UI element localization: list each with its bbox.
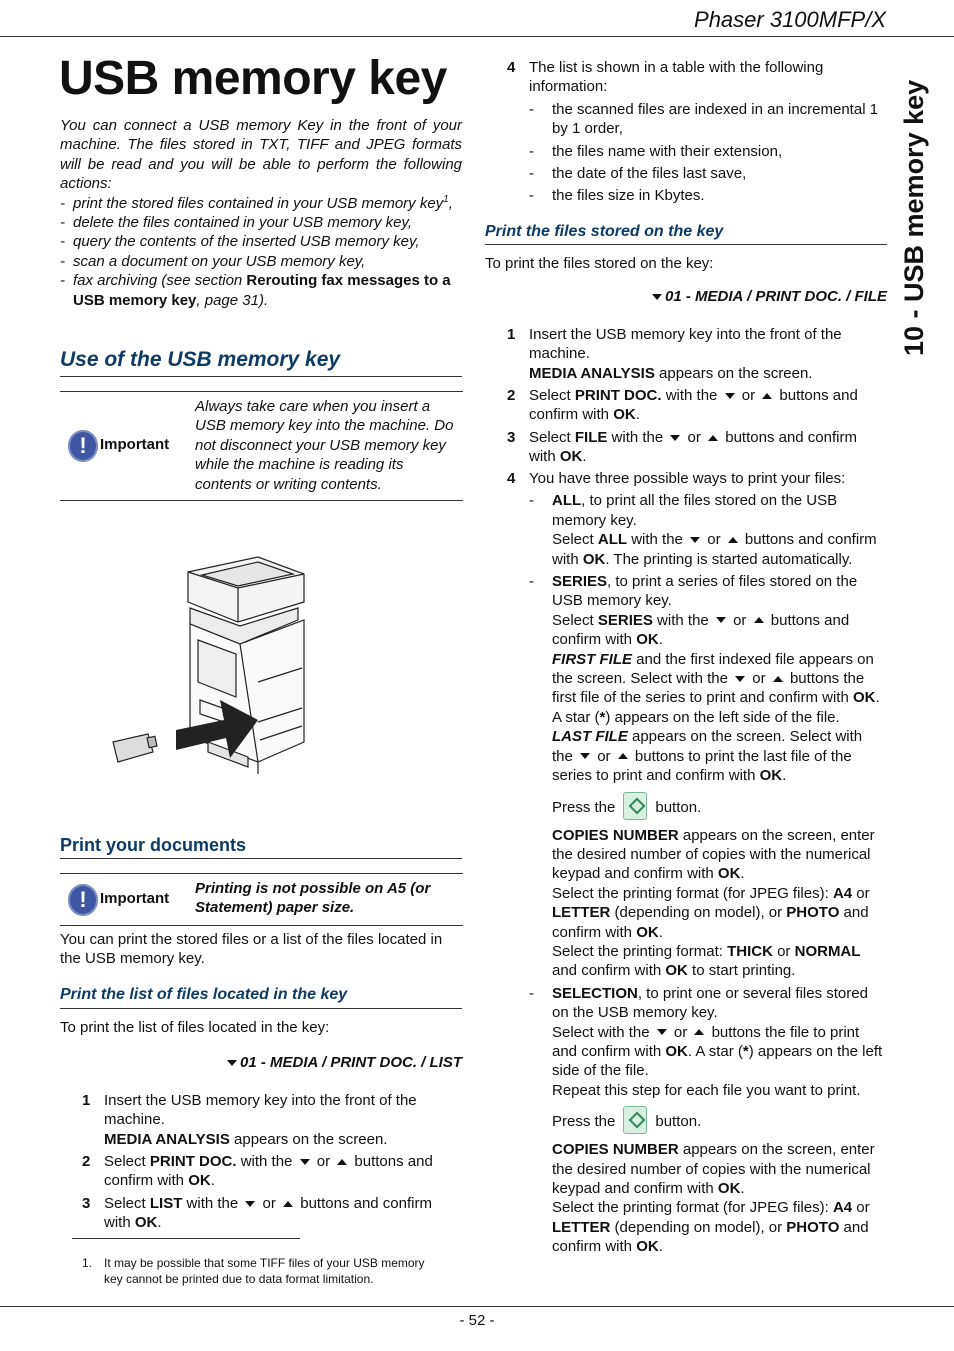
intro-item: - fax archiving (see section Rerouting fax messages to a USB memory key, page 31).: [60, 272, 451, 309]
page-number: - 52 -: [459, 1312, 495, 1329]
subsection-heading: Print the list of files located in the key: [60, 986, 348, 1003]
down-arrow-icon: [300, 1159, 310, 1165]
footnote-rule: [72, 1238, 300, 1239]
important-label: Important: [100, 436, 170, 453]
important-icon: !: [68, 430, 98, 462]
intro-item: - delete the files contained in your USB memory key,: [60, 214, 413, 232]
up-arrow-icon: [694, 1029, 704, 1035]
up-arrow-icon: [708, 435, 718, 441]
header-title: Phaser 3100MFP/X: [694, 7, 886, 32]
list-intro: To print the list of files located in the key:: [60, 1019, 330, 1036]
subsection-heading: Print the files stored on the key: [485, 223, 724, 240]
intro-item: - query the contents of the inserted USB memory key,: [60, 233, 420, 251]
stored-intro: To print the files stored on the key:: [485, 255, 714, 272]
important-text: Printing is not possible on A5 (or Statement) paper size.: [195, 880, 431, 917]
important-icon: !: [68, 884, 98, 916]
option-selection: - SELECTION, to print one or several files stored on the USB memory key. Select with the or buttons the file to print and confirm with OK. A star (*) appears on the left side of the file. Repeat this step for each file you want to print. Press the button. COPIES NUMBER appears on the screen, enter the desired number of copies with the numerical keypad and confirm with OK. Select the printing format (for JPEG files): A4 or LETTER (depending on model), or PHOTO and confirm with OK.: [529, 984, 883, 1256]
chapter-side-tab: [896, 62, 936, 362]
footer-rule: [0, 1306, 954, 1307]
option-series: - SERIES, to print a series of files stored on the USB memory key. Select SERIES with the or buttons and confirm with OK. FIRST FILE and the first indexed file appears on the screen. Select with the or buttons the first file of the series to print and confirm with OK. A star (*) appears on the left side of the file. LAST FILE appears on the screen. Select with the or buttons to print the last file of the series to print and confirm with OK. Press the button. COPIES NUMBER appears on the screen, enter the desired number of copies with the numerical keypad and confirm with OK. Select the printing format (for JPEG files): A4 or LETTER (depending on model), or PHOTO and confirm with OK. Select the printing format: THICK or NORMAL and confirm with OK to start printing.: [529, 573, 880, 980]
up-arrow-icon: [283, 1201, 293, 1207]
footnote-ref: 1: [443, 193, 449, 205]
down-arrow-icon: [245, 1201, 255, 1207]
divider: [485, 244, 887, 245]
intro-text: You can connect a USB memory Key in the front of your machine. The files stored in TXT, TIFF and JPEG formats will be read and you will be able to perform the following actions:: [60, 117, 462, 193]
down-arrow-icon: [735, 676, 745, 682]
important-note: [60, 873, 463, 926]
page-title: USB memory key: [59, 52, 447, 105]
printer-illustration-svg: [108, 552, 308, 774]
printer-usb-illustration: [108, 552, 308, 774]
divider: [60, 1008, 462, 1009]
up-arrow-icon: [754, 617, 764, 623]
list-item: - the files name with their extension,: [529, 142, 783, 160]
down-arrow-icon: [725, 393, 735, 399]
up-arrow-icon: [728, 537, 738, 543]
divider: [60, 376, 462, 377]
down-arrow-icon: [657, 1029, 667, 1035]
intro-item: - print the stored files contained in your USB memory key$^1$,: [60, 193, 453, 212]
section-heading: Print your documents: [60, 835, 247, 855]
menu-path: 01 - MEDIA / PRINT DOC. / FILE: [485, 287, 887, 306]
section-link[interactable]: Rerouting fax messages to a USB memory key: [73, 272, 451, 309]
down-arrow-icon: [580, 753, 590, 759]
up-arrow-icon: [773, 676, 783, 682]
intro-block: [60, 116, 462, 310]
intro-item: - scan a document on your USB memory key,: [60, 252, 366, 270]
menu-path: 01 - MEDIA / PRINT DOC. / LIST: [60, 1053, 462, 1072]
up-arrow-icon: [762, 393, 772, 399]
important-label: Important: [100, 890, 170, 907]
list-item: - the scanned files are indexed in an incremental 1 by 1 order,: [529, 100, 879, 138]
divider: [60, 858, 462, 859]
footnote: 1. It may be possible that some TIFF files of your USB memory key cannot be printed due to data format limitation.: [82, 1256, 425, 1286]
section-heading: Use of the USB memory key: [60, 348, 341, 371]
down-arrow-icon: [690, 537, 700, 543]
up-arrow-icon: [618, 753, 628, 759]
print-intro: You can print the stored files or a list of the files located in the USB memory key.: [60, 931, 443, 968]
important-text: Always take care when you insert a USB memory key into the machine. Do not disconnect your USB memory key while the machine is reading its contents or writing contents.: [195, 398, 454, 493]
up-arrow-icon: [337, 1159, 347, 1165]
chapter-side-tab-label: 10 - USB memory key: [899, 79, 929, 356]
down-arrow-icon: [670, 435, 680, 441]
list-item: - the date of the files last save,: [529, 165, 747, 183]
important-note: [60, 391, 463, 501]
start-button-icon: [623, 792, 647, 820]
down-arrow-icon: [716, 617, 726, 623]
option-all: - ALL, to print all the files stored on the USB memory key. Select ALL with the or buttons and confirm with OK. The printing is started automatically.: [529, 492, 877, 568]
start-button-icon: [623, 1106, 647, 1134]
down-arrow-icon: [227, 1060, 237, 1066]
list-item: - the files size in Kbytes.: [529, 187, 705, 205]
down-arrow-icon: [652, 294, 662, 300]
header-rule: [0, 36, 954, 37]
